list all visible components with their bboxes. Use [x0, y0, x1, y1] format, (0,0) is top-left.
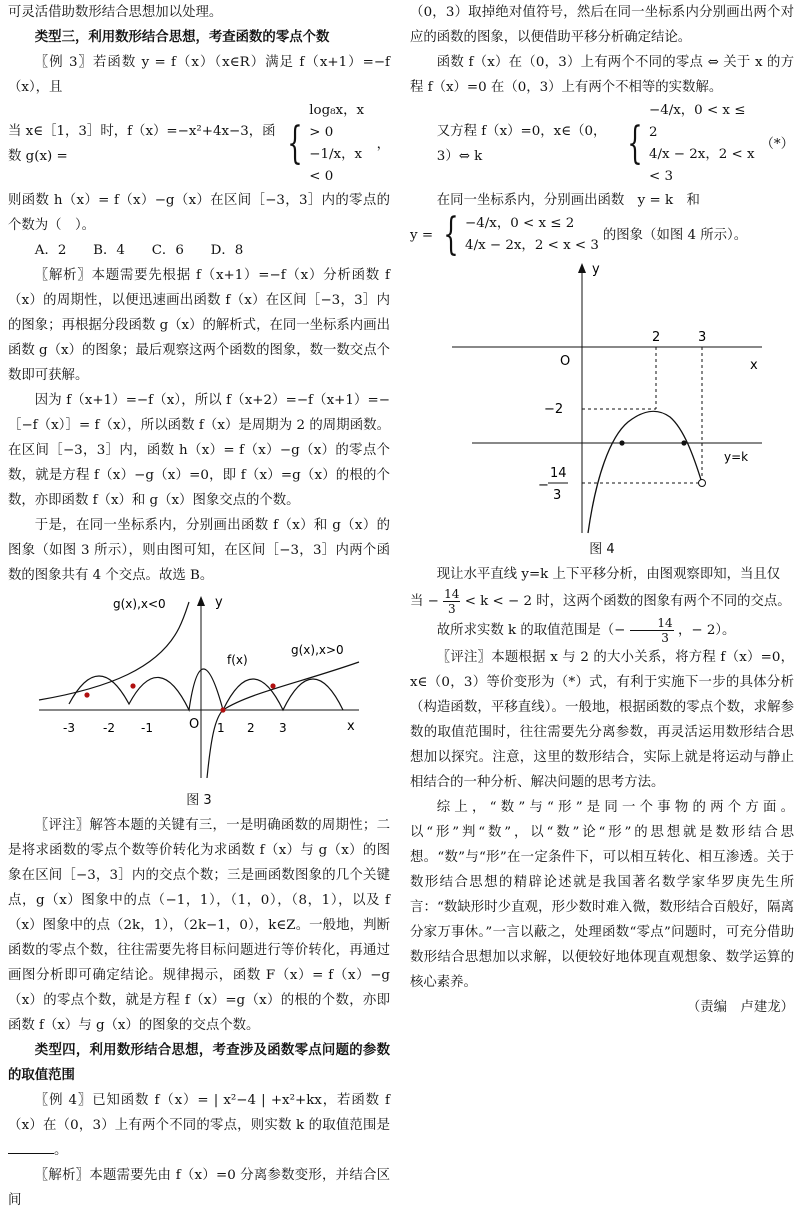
- right-column: [410, 0, 794, 1020]
- figure-3-graph: [29, 588, 369, 788]
- fig3-tick: 2: [247, 721, 255, 735]
- piecewise-brace: { log₈x，x > 0 −1/x，x < 0: [281, 100, 372, 188]
- figure-3-caption: 图 3: [186, 793, 212, 808]
- paragraph-intro: 可灵活借助数形结合思想加以处理。: [8, 5, 223, 20]
- piecewise-brace: { −4/x，0 < x ≤ 2 4/x − 2x，2 < x < 3: [621, 100, 757, 188]
- editor-credit: （责编 卢建龙）: [686, 1000, 794, 1015]
- figure-4-graph: [432, 257, 772, 537]
- y-piecewise: [410, 209, 794, 260]
- equation-piecewise: [410, 100, 794, 188]
- fig3-tick: 1: [217, 721, 225, 735]
- fig4-fraction-num: 14: [550, 466, 567, 481]
- example3-piecewise: 当 x∈［1，3］时，f（x）=−x²+4x−3，函数 g(x) = { log₈x，x > 0 −1/x，x < 0 ，: [8, 100, 390, 188]
- example3-statement: 〖例 3〗若函数 y = f（x）（x∈R）满足 f（x+1）=−f（x），且: [8, 55, 390, 95]
- fig4-tick-3: 3: [698, 330, 707, 345]
- fig3-g-pos-label: g(x),x>0: [291, 643, 344, 657]
- fig4-y-label: y: [592, 262, 600, 277]
- fig4-minus-sign: −: [538, 478, 549, 493]
- fig3-f-label: f(x): [227, 653, 248, 667]
- fig4-minus-2: −2: [544, 402, 564, 417]
- eq-case-2: 4/x − 2x，2 < x < 3: [648, 147, 755, 184]
- equation-lead: 又方程 f（x）=0，x∈（0，3）⇔ k: [436, 124, 607, 164]
- fig4-fraction-den: 3: [553, 488, 562, 503]
- left-column: [8, 0, 390, 1213]
- solution3-part3: 于是，在同一坐标系内，分别画出函数 f（x）和 g（x）的图象（如图 3 所示），则由图可知，在区间［−3，3］内两个函数的图象共有 4 个交点。故选 B。: [8, 518, 390, 583]
- translation-analysis: 现让水平直线 y=k 上下平移分析，由图观察即知，当且仅: [436, 567, 781, 582]
- y-case-1: −4/x，0 < x ≤ 2: [465, 216, 575, 231]
- fig4-x-label: x: [750, 358, 758, 373]
- section-heading-type4: 类型四，利用数形结合思想，考查涉及函数零点问题的参数的取值范围: [8, 1043, 390, 1083]
- example4-statement: 〖例 4〗已知函数 f（x）= | x²−4 | +x²+kx，若函数 f（x）在（0，3）上有两个不同的零点，则实数 k 的取值范围是。: [8, 1093, 390, 1158]
- fig3-tick: -3: [63, 721, 75, 735]
- range-answer: 故所求实数 k 的取值范围是（− $\frac{14}{3}$ ，− 2）。: [436, 616, 736, 645]
- example3-question: 则函数 h（x）= f（x）−g（x）在区间［−3，3］内的零点的个数为（ ）。: [8, 193, 390, 233]
- case-g-negative: −1/x，x < 0: [309, 147, 363, 184]
- note3: 〖评注〗解答本题的关键有三，一是明确函数的周期性；二是将求函数的零点个数等价转化为求函数 f（x）与 g（x）的图象在区间［−3，3］内的交点个数；三是画函数图象的几个关键点，g（x）图象中的点（−1，1），（1，0），（8，1），以及 f（x）图象中的点（2k，1），（2k−1，0），k∈Z。一般地，判断函数的零点个数，往往需要先将目标问题进行等价转化，再通过画图分析即可确定结论。规律揭示，函数 F（x）= f（x）−g（x）的零点个数，就是方程 f（x）=g（x）的根的个数，亦即函数 f（x）与 g（x）的图象的交点个数。: [8, 818, 390, 1033]
- fraction-14-3: $\frac{14}{3}$: [444, 587, 460, 616]
- figure-4-caption: 图 4: [589, 542, 615, 557]
- equivalence-statement: 函数 f（x）在（0，3）上有两个不同的零点 ⇔ 关于 x 的方程 f（x）=0 在（0，3）上有两个不相等的实数解。: [410, 55, 794, 95]
- solution3-part2: 因为 f（x+1）=−f（x），所以 f（x+2）=−f（x+1）=−［−f（x）］= f（x），所以函数 f（x）是周期为 2 的周期函数。在区间［−3，3］内，函数 h（x）= f（x）−g（x）的零点个数，就是方程 f（x）−g（x）=0，即 f（x）=g（x）的根的个数，亦即函数 f（x）和 g（x）图象交点的个数。: [8, 393, 390, 508]
- example3-lead: 当 x∈［1，3］时，f（x）=−x²+4x−3，函数 g(x) =: [8, 124, 276, 164]
- equation-tag: （*）: [760, 136, 794, 152]
- fig3-origin: O: [189, 717, 200, 732]
- range-condition: 当 − $\frac{14}{3}$ < k < − 2 时，这两个函数的图象有两个不同的交点。: [410, 587, 791, 616]
- fig3-g-neg-label: g(x),x<0: [113, 597, 166, 611]
- y-tail: 的图象（如图 4 所示）。: [602, 227, 748, 243]
- note4: 〖评注〗本题根据 x 与 2 的大小关系，将方程 f（x）=0，x∈（0，3）等价变形为（*）式，有利于实施下一步的具体分析（构造函数，平移直线）。一般地，根据函数的零点个数，求解参数的取值范围时，往往需要先分离参数，再灵活运用数形结合思想加以探究。注意，这里的数形结合，实际上就是将运动与静止相结合的一种分析、解决问题的思考方法。: [410, 650, 794, 790]
- fig3-tick: -1: [141, 721, 153, 735]
- fig4-origin: O: [560, 354, 571, 369]
- section-heading-type3: 类型三，利用数形结合思想，考查函数的零点个数: [34, 30, 330, 45]
- fig3-y-label: y: [215, 595, 223, 610]
- solution3-part1: 〖解析〗本题需要先根据 f（x+1）=−f（x）分析函数 f（x）的周期性，以便迅速画出函数 f（x）在区间［−3，3］内的图象；再根据分段函数 g（x）的解析式，在同一坐标系内画出函数 g（x）的图象；最后观察这两个函数的图象，数一数交点个数即可获解。: [8, 268, 390, 383]
- answer-blank: [8, 1139, 54, 1154]
- fig3-tick: 3: [279, 721, 287, 735]
- fig3-x-label: x: [347, 719, 355, 734]
- draw-instruction: 在同一坐标系内，分别画出函数 y = k 和: [436, 193, 700, 208]
- summary-paragraph: 综上，“数”与“形”是同一个事物的两个方面。以“形”判“数”，以“数”论“形”的思想就是数形结合思想。“数”与“形”在一定条件下，可以相互转化、相互渗透。关于数形结合思想的精辟论述就是我国著名数学家华罗庚先生所言：“数缺形时少直观，形少数时难入微，数形结合百般好，隔离分家万事休。”一言以蔽之，处理函数“零点”问题时，可充分借助数形结合思想加以求解，以便较好地体现直观想象、数学运算的核心素养。: [410, 800, 794, 990]
- fig4-tick-2: 2: [652, 330, 661, 345]
- eq-case-1: −4/x，0 < x ≤ 2: [648, 103, 746, 140]
- y-lead: y =: [410, 227, 434, 243]
- fig4-yk-label: y=k: [724, 450, 749, 464]
- y-case-2: 4/x − 2x，2 < x < 3: [465, 238, 599, 253]
- piecewise-brace: { −4/x，0 < x ≤ 2 4/x − 2x，2 < x < 3: [443, 209, 599, 260]
- case-g-positive: log₈x，x > 0: [309, 103, 365, 140]
- example3-options: A．2 B．4 C．6 D．8: [34, 243, 244, 258]
- solution4-start: 〖解析〗本题需要先由 f（x）=0 分离参数变形，并结合区间: [8, 1168, 390, 1208]
- fig3-tick: -2: [103, 721, 115, 735]
- fraction-14-3: $\frac{14}{3}$: [630, 616, 674, 645]
- solution4-continued: （0，3）取掉绝对值符号，然后在同一坐标系内分别画出两个对应的函数的图象，以便借助平移分析确定结论。: [410, 5, 794, 45]
